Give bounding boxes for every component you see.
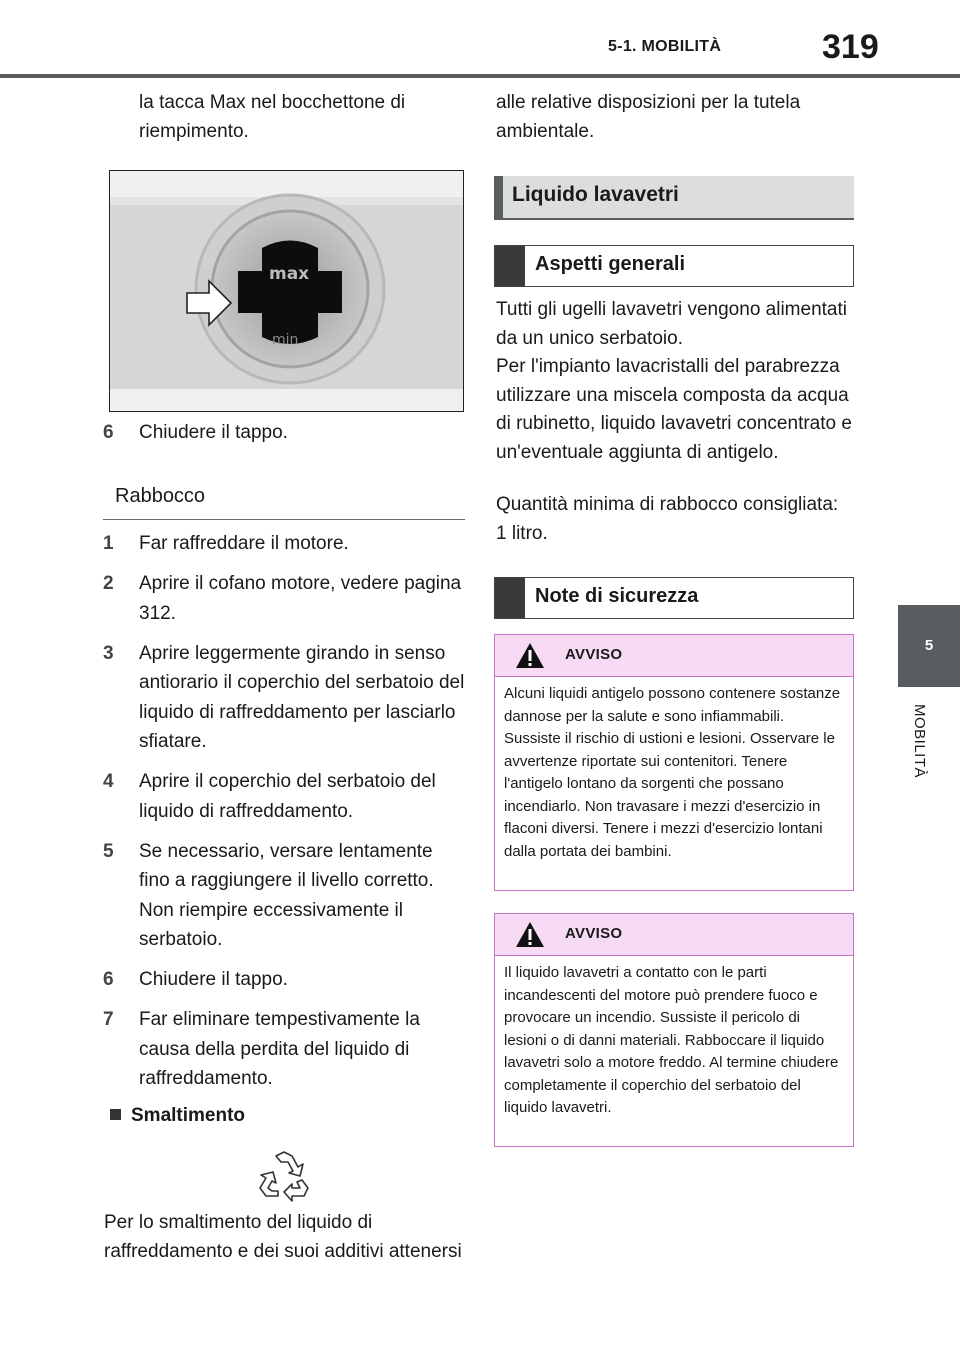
warning-label: AVVISO [565,646,623,663]
heading-bar [494,176,503,218]
step-number: 5 [103,840,114,862]
step-number: 4 [103,771,114,792]
intro-text: la tacca Max nel bocchettone di riempimento. [139,92,406,142]
step-number: 6 [103,969,114,990]
heading-rule [103,519,465,520]
figure-label-max: max [269,264,310,284]
list-item [103,837,465,955]
paragraph-3: Quantità minima di rabbocco consigliata: 1 litro. [496,494,839,544]
warning-box [494,913,854,1147]
warning-label: AVVISO [565,925,623,942]
chapter-label-text: MOBILITÀ [911,704,928,779]
step-text: Aprire leggermente girando in senso antiorario il coperchio del serbatoio del liquido di raffreddamento per lasciarlo sfiatare. [139,642,465,752]
step-number: 2 [103,573,114,594]
list-item [103,569,465,628]
smaltimento-text: Per lo smaltimento del liquido di raffreddamento e dei suoi additivi attenersi [104,1212,462,1262]
step-text: Chiudere il tappo. [139,422,288,443]
list-item [103,529,465,559]
heading-block [495,578,525,618]
warning-triangle-icon [515,921,545,948]
figure-label-min: min [272,332,299,348]
section-title: 5-1. MOBILITÀ [608,38,722,55]
step-number: 7 [103,1009,114,1030]
page-number: 319 [822,28,879,66]
step-text: Far eliminare tempestivamente la causa della perdita del liquido di raffreddamento. [139,1009,420,1089]
step-text: Far raffreddare il motore. [139,533,349,554]
warning-text: Alcuni liquidi antigelo possono contenere sostanze dannose per la salute e sono infiammabili. Sussiste il rischio di ustioni e lesioni. Osservare le avvertenze riportate sui contenitori. Tenere l'antigelo lontano da sorgenti che possano incendiarlo. Non travasare i mezzi d'esercizio in flaconi diversi. Tenere i mezzi d'esercizio lontani dalla portata dei bambini. [504,685,841,860]
step-text: Chiudere il tappo. [139,969,288,990]
step-list-top [103,418,465,458]
list-item [103,418,465,448]
warning-triangle-icon [515,642,545,669]
section-heading-text: Liquido lavavetri [512,183,679,206]
header-rule [0,74,960,78]
warning-header [495,635,853,677]
paragraph-2: Per l'impianto lavacristalli del parabrezza utilizzare una miscela composta da acqua di rubinetto, liquido lavavetri concentrato e un'eventuale aggiunta di antigelo. [496,356,852,463]
warning-box [494,634,854,891]
step-number: 6 [103,422,114,443]
list-item [103,1005,465,1094]
warning-header [495,914,853,956]
chapter-tab[interactable]: 5 [898,605,960,687]
list-item [103,767,465,826]
section-heading [494,176,854,220]
reservoir-figure [109,170,464,412]
subheading-sicurezza [494,577,854,619]
recycle-icon [256,1150,312,1202]
subheading-aspetti [494,245,854,287]
step-text: Aprire il cofano motore, vedere pagina 312. [139,573,462,624]
smaltimento-heading-text: Smaltimento [131,1105,246,1126]
subheading-sicurezza-text: Note di sicurezza [535,585,699,607]
paragraph-1: Tutti gli ugelli lavavetri vengono alimentati da un unico serbatoio. [496,299,847,349]
step-number: 3 [103,642,114,664]
rabbocco-heading: Rabbocco [115,485,206,507]
chapter-label [908,704,948,824]
bullet-square-icon [110,1109,121,1120]
step-text: Aprire il coperchio del serbatoio del liquido di raffreddamento. [139,771,436,822]
subheading-aspetti-text: Aspetti generali [535,253,686,275]
warning-text: Il liquido lavavetri a contatto con le parti incandescenti del motore può prendere fuoco e provocare un incendio. Sussiste il pericolo di lesioni o di danni materiali. Rabboccare il liquido lavavetri solo a motore freddo. Al termine chiudere completamente il coperchio del serbatoio del liquido lavavetri. [504,964,839,1116]
list-item [103,965,465,995]
step-number: 1 [103,533,114,554]
smaltimento-heading [110,1105,245,1127]
step-list [103,529,465,1104]
step-text: Se necessario, versare lentamente fino a raggiungere il livello corretto. Non riempire eccessivamente il serbatoio. [139,840,434,950]
list-item [103,639,465,757]
continuation-text: alle relative disposizioni per la tutela ambientale. [496,92,801,142]
heading-block [495,246,525,286]
